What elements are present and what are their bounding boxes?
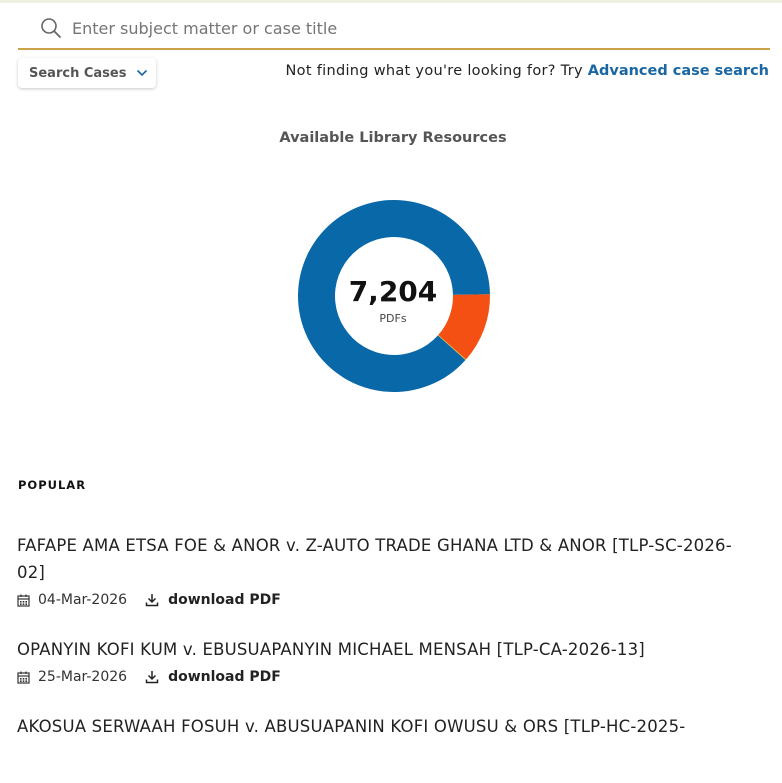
total-resources-unit: PDFs xyxy=(379,312,407,325)
case-title-link[interactable]: AKOSUA SERWAAH FOSUH v. ABUSUAPANIN KOFI OWUSU & ORS [TLP-HC-2025- xyxy=(17,717,686,736)
search-input[interactable] xyxy=(72,19,672,38)
popular-case-list xyxy=(17,532,757,768)
advanced-search-link[interactable]: Advanced case search xyxy=(587,63,769,79)
search-hint-text: Not finding what you're looking for? Try xyxy=(285,63,588,79)
download-icon xyxy=(145,670,159,684)
chevron-down-icon xyxy=(136,69,148,77)
chart-title: Available Library Resources xyxy=(279,130,507,146)
download-pdf-link[interactable] xyxy=(145,669,281,685)
download-pdf-link[interactable] xyxy=(145,592,281,608)
calendar-icon xyxy=(17,594,30,607)
search-cases-dropdown[interactable] xyxy=(18,58,156,88)
case-date: 04-Mar-2026 xyxy=(38,592,128,608)
case-title-link[interactable]: FAFAPE AMA ETSA FOE & ANOR v. Z-AUTO TRADE GHANA LTD & ANOR [TLP-SC-2026-02] xyxy=(17,536,732,582)
search-bar xyxy=(18,8,770,50)
case-item xyxy=(17,532,757,608)
download-icon xyxy=(145,593,159,607)
popular-heading: POPULAR xyxy=(18,478,87,492)
case-meta xyxy=(17,669,757,685)
search-hint xyxy=(286,63,769,79)
case-meta xyxy=(17,592,757,608)
calendar-icon xyxy=(17,671,30,684)
total-resources-value: 7,204 xyxy=(348,275,438,308)
download-pdf-label: download PDF xyxy=(168,669,281,685)
top-border xyxy=(0,0,782,3)
search-icon xyxy=(40,17,62,39)
case-item xyxy=(17,636,757,685)
search-cases-label: Search Cases xyxy=(29,65,127,81)
download-pdf-label: download PDF xyxy=(168,592,281,608)
case-date: 25-Mar-2026 xyxy=(38,669,128,685)
case-item xyxy=(17,713,757,740)
case-title-link[interactable]: OPANYIN KOFI KUM v. EBUSUAPANYIN MICHAEL MENSAH [TLP-CA-2026-13] xyxy=(17,640,645,659)
